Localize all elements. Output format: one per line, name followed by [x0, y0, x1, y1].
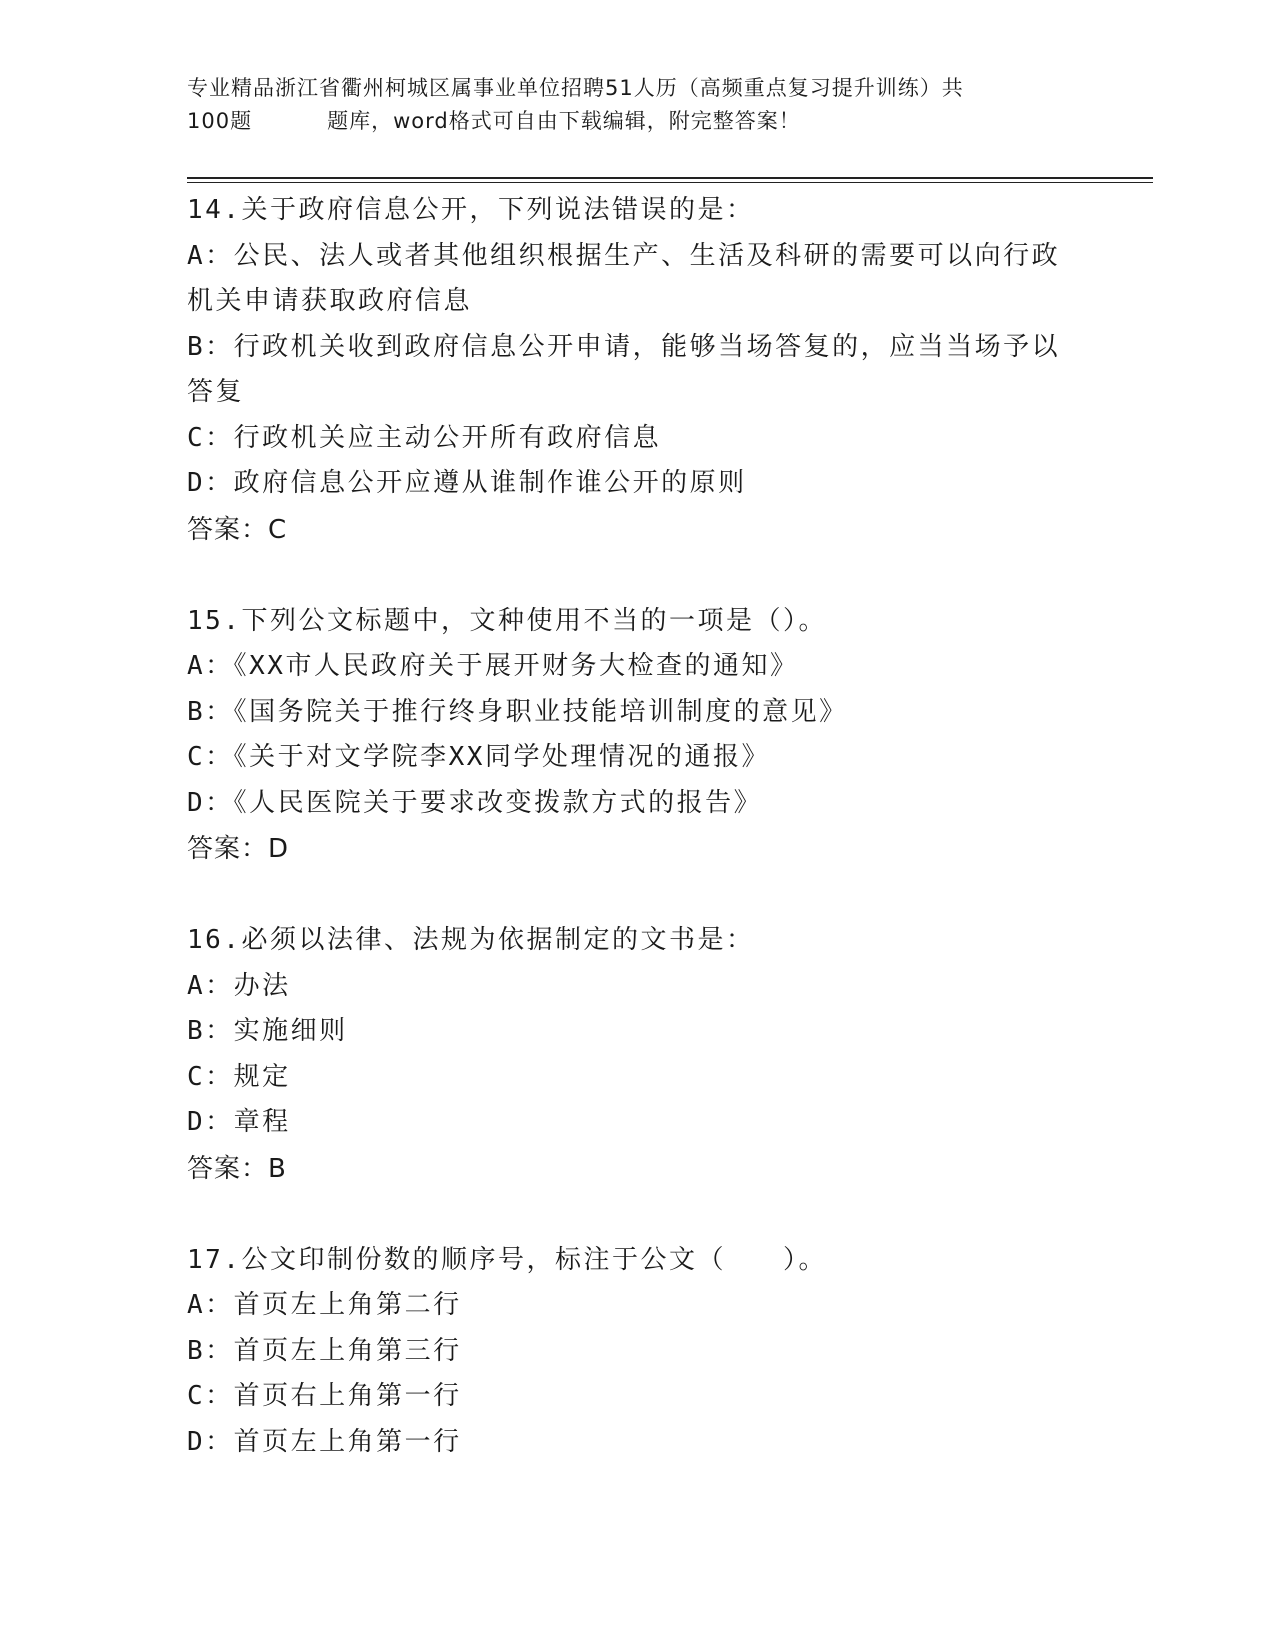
header-line-2 — [187, 105, 1087, 138]
question-14 — [187, 188, 1087, 553]
answer-key: 答案：D — [187, 834, 290, 864]
header-description: 题库，word格式可自由下载编辑，附完整答案！ — [327, 109, 801, 133]
option-c: C：行政机关应主动公开所有政府信息 — [187, 422, 662, 453]
question-stem: 15.下列公文标题中，文种使用不当的一项是（）。 — [187, 605, 827, 636]
answer-key: 答案：B — [187, 1153, 287, 1184]
header-question-count: 100题 — [187, 109, 253, 133]
header-divider-thick — [187, 177, 1153, 179]
question-16 — [187, 918, 1087, 1192]
option-b-continued: 答复 — [187, 377, 245, 407]
option-b: B：《国务院关于推行终身职业技能培训制度的意见》 — [187, 696, 848, 727]
answer-key: 答案：C — [187, 514, 288, 545]
option-d: D：首页左上角第一行 — [187, 1426, 462, 1457]
option-d: D：《人民医院关于要求改变拨款方式的报告》 — [187, 787, 763, 818]
document-header — [187, 72, 1087, 138]
option-a-continued: 机关申请获取政府信息 — [187, 286, 473, 316]
option-a: A：办法 — [187, 970, 291, 1001]
question-15 — [187, 599, 1087, 873]
question-17 — [187, 1238, 1087, 1466]
option-c: C：首页右上角第一行 — [187, 1381, 462, 1411]
option-c: C：《关于对文学院李XX同学处理情况的通报》 — [187, 742, 770, 772]
option-a: A：首页左上角第二行 — [187, 1290, 462, 1320]
option-b: B：行政机关收到政府信息公开申请，能够当场答复的，应当当场予以 — [187, 331, 1061, 362]
question-list — [187, 188, 1087, 1465]
question-stem: 14.关于政府信息公开，下列说法错误的是： — [187, 195, 755, 225]
option-b: B：首页左上角第三行 — [187, 1335, 462, 1366]
option-d: D：章程 — [187, 1107, 291, 1137]
question-stem: 16.必须以法律、法规为依据制定的文书是： — [187, 925, 755, 955]
option-c: C：规定 — [187, 1061, 291, 1092]
option-a: A：《XX市人民政府关于展开财务大检查的通知》 — [187, 651, 799, 681]
question-stem: 17.公文印制份数的顺序号，标注于公文（ ）。 — [187, 1244, 827, 1275]
option-b: B：实施细则 — [187, 1016, 348, 1046]
header-divider-thin — [187, 182, 1153, 183]
header-line-1: 专业精品浙江省衢州柯城区属事业单位招聘51人历（高频重点复习提升训练）共 — [187, 76, 964, 100]
option-d: D：政府信息公开应遵从谁制作谁公开的原则 — [187, 468, 747, 498]
option-a: A：公民、法人或者其他组织根据生产、生活及科研的需要可以向行政 — [187, 240, 1061, 271]
